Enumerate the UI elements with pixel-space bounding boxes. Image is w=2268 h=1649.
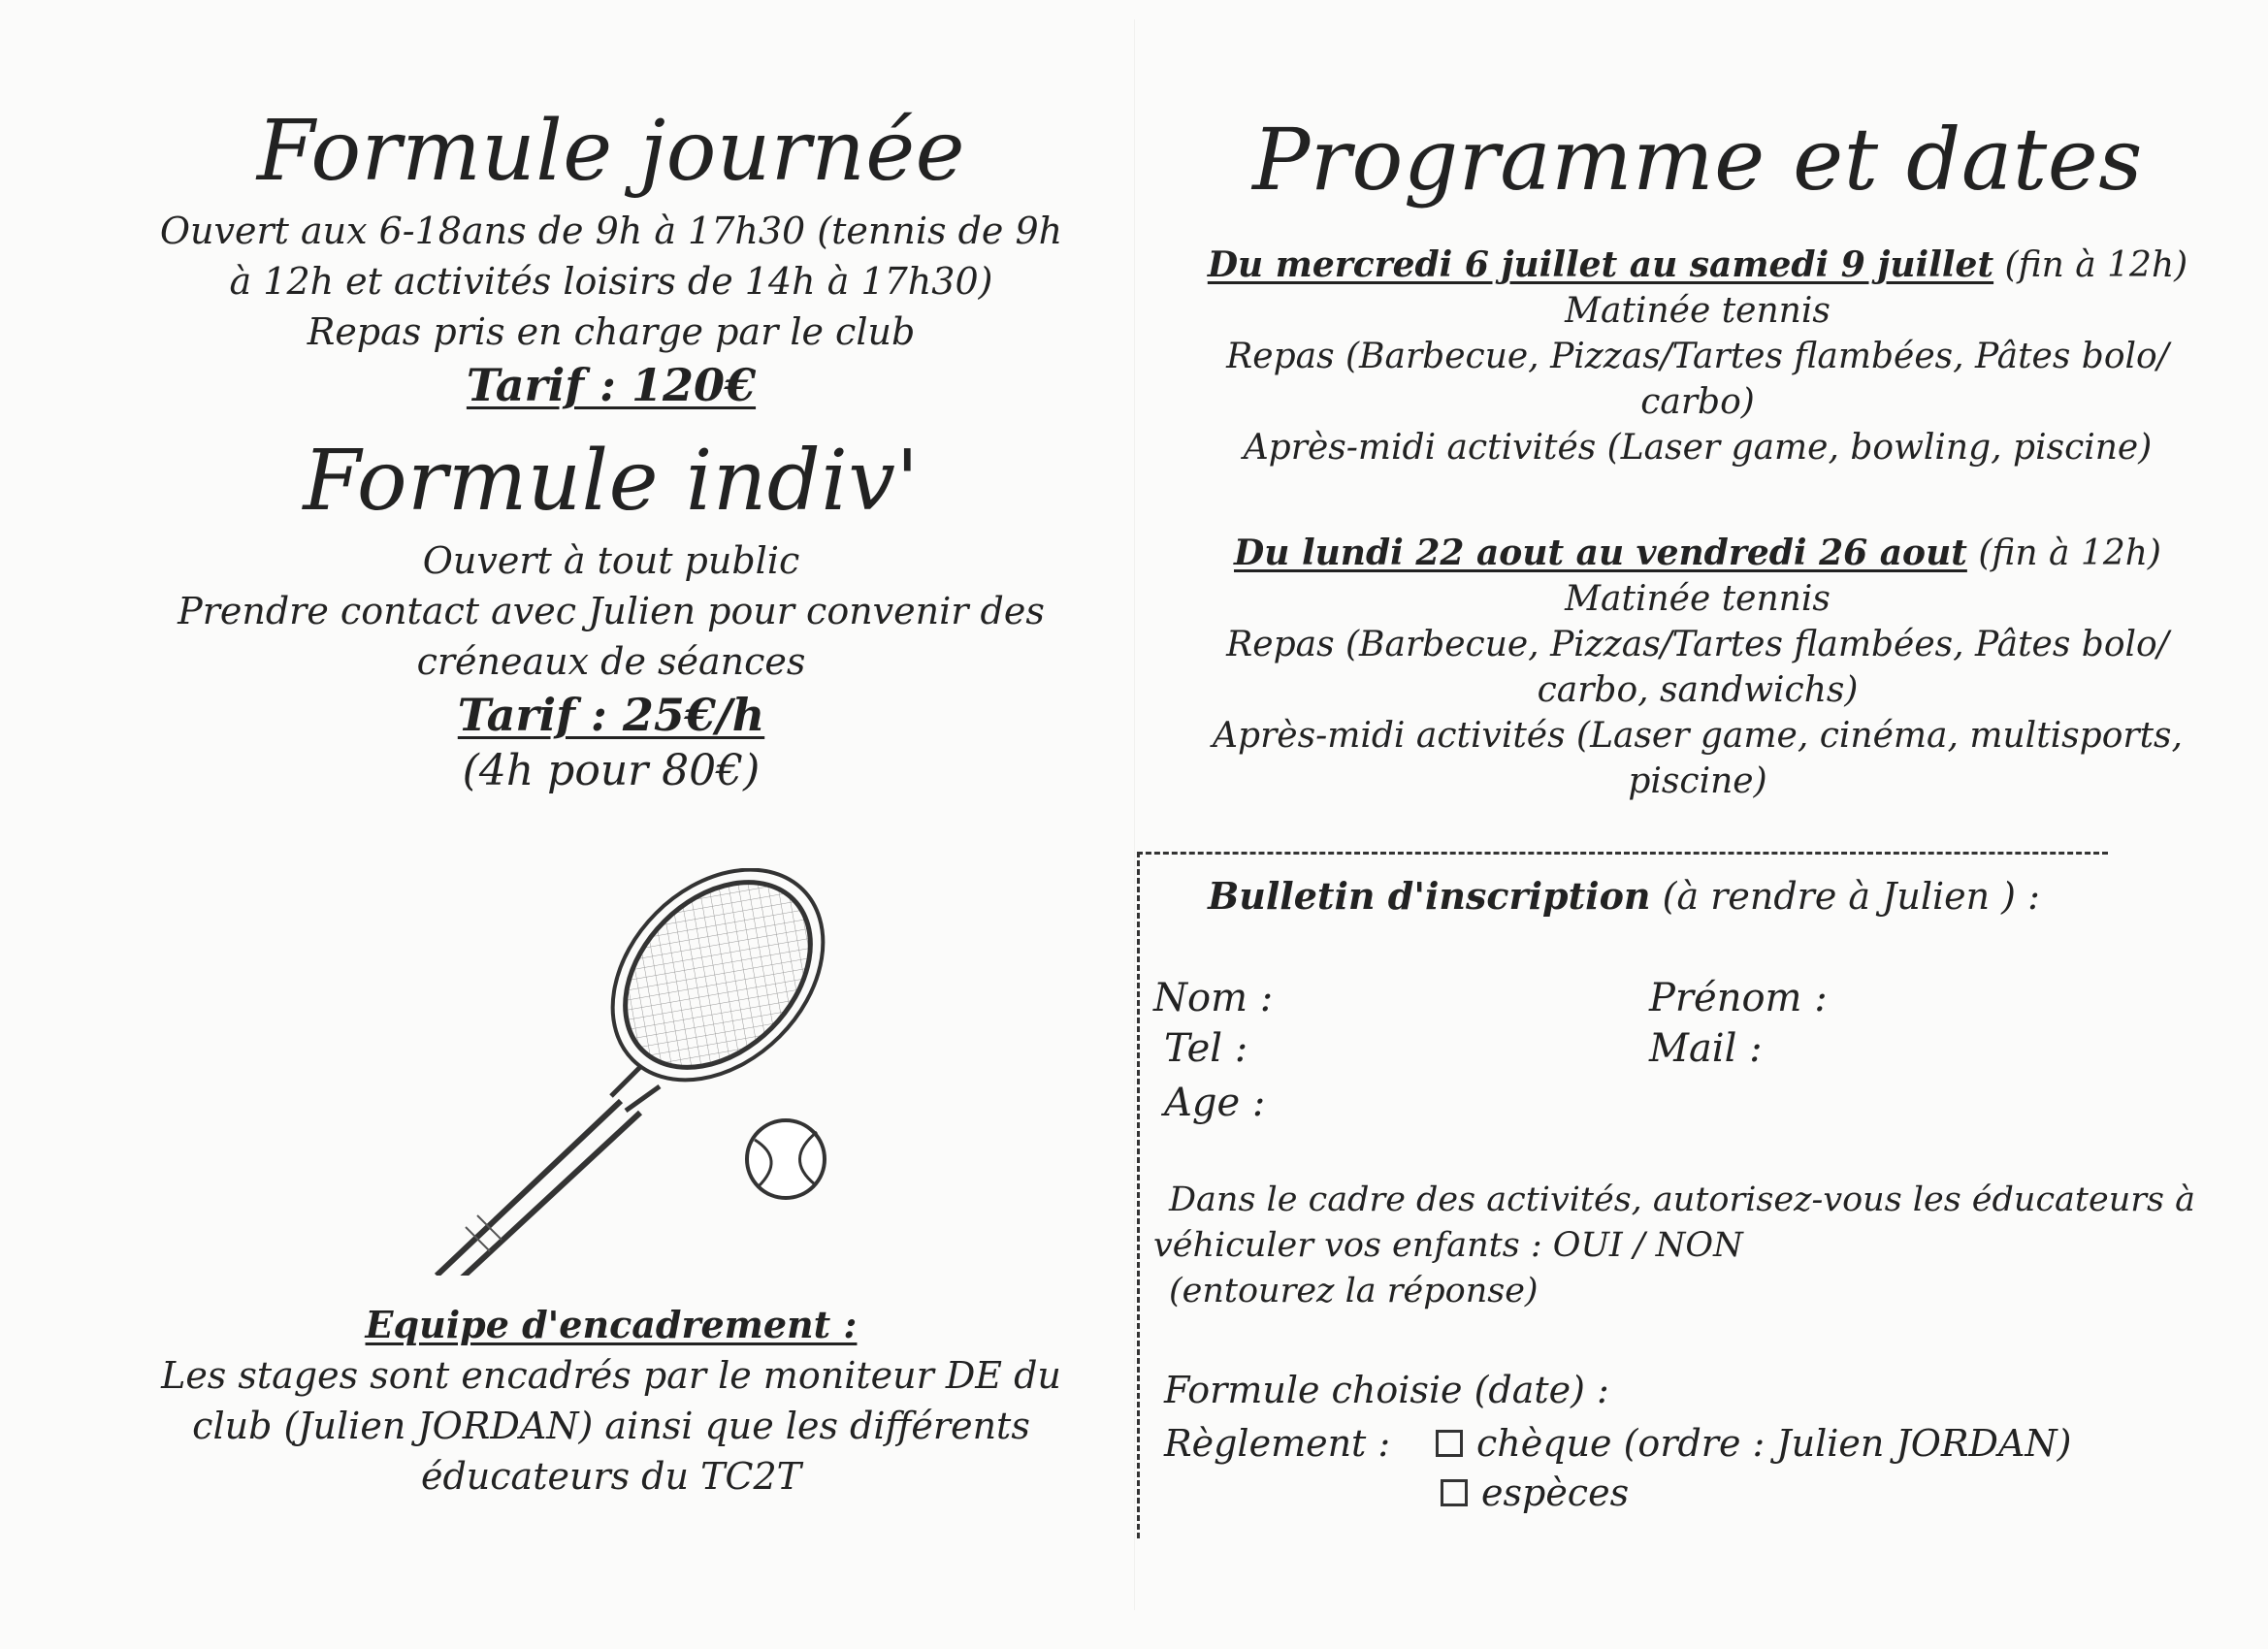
especes-label: espèces xyxy=(1481,1471,1630,1514)
session1-line-2: Repas (Barbecue, Pizzas/Tartes flambées, Pâtes bolo/ xyxy=(1226,337,2169,376)
indiv-line-3: créneaux de séances xyxy=(416,640,806,683)
mail-field-label[interactable]: Mail : xyxy=(1649,1026,1763,1071)
session2-dates: Du lundi 22 aout au vendredi 26 aout xyxy=(1234,533,1967,573)
journee-line-3: Repas pris en charge par le club xyxy=(307,310,916,353)
session1-line-4: Après-midi activités (Laser game, bowling, piscine) xyxy=(1243,428,2153,468)
session2-line-3: carbo, sandwichs) xyxy=(1537,670,1859,710)
vehicule-line-2[interactable]: véhiculer vos enfants : OUI / NON xyxy=(1153,1226,1743,1265)
equipe-title: Equipe d'encadrement : xyxy=(365,1303,858,1346)
session1-header xyxy=(1145,242,2251,288)
vehicule-line-1: Dans le cadre des activités, autorisez-vous les éducateurs à xyxy=(1169,1180,2195,1219)
form-title xyxy=(1140,874,2108,918)
session2-line-5: piscine) xyxy=(1628,761,1767,801)
nom-field-label[interactable]: Nom : xyxy=(1153,976,1274,1020)
equipe-line-3: éducateurs du TC2T xyxy=(420,1455,802,1498)
prenom-field-label[interactable]: Prénom : xyxy=(1649,976,1828,1020)
cheque-label: chèque (ordre : Julien JORDAN) xyxy=(1476,1422,2072,1465)
formule-journee-title: Formule journée xyxy=(256,103,966,200)
indiv-line-2: Prendre contact avec Julien pour convenir des xyxy=(178,590,1045,632)
session2-header xyxy=(1145,531,2251,576)
tennis-racket-illustration xyxy=(398,868,844,1276)
form-title-note: (à rendre à Julien ) : xyxy=(1662,875,2040,918)
tel-field-label[interactable]: Tel : xyxy=(1164,1026,1248,1071)
session1-note: (fin à 12h) xyxy=(2004,245,2188,285)
cheque-checkbox[interactable] xyxy=(1436,1430,1463,1457)
equipe-section xyxy=(146,1300,1077,1502)
indiv-line-1: Ouvert à tout public xyxy=(422,539,800,582)
tennis-ball-icon xyxy=(747,1120,825,1198)
formule-choisie-label[interactable]: Formule choisie (date) : xyxy=(1164,1369,1609,1411)
journee-tarif: Tarif : 120€ xyxy=(466,359,757,411)
reglement-label: Règlement : xyxy=(1164,1422,1391,1465)
journee-line-2: à 12h et activités loisirs de 14h à 17h30) xyxy=(229,260,993,303)
session2-line-1: Matinée tennis xyxy=(1565,579,1831,619)
fold-line xyxy=(1134,19,1135,1610)
session1-line-1: Matinée tennis xyxy=(1565,291,1831,331)
session1-line-3: carbo) xyxy=(1640,382,1755,422)
option-especes[interactable] xyxy=(1441,1471,1629,1514)
session2-line-2: Repas (Barbecue, Pizzas/Tartes flambées, Pâtes bolo/ xyxy=(1226,625,2169,664)
form-title-main: Bulletin d'inscription xyxy=(1208,874,1651,918)
especes-checkbox[interactable] xyxy=(1441,1479,1468,1506)
vehicule-line-3: (entourez la réponse) xyxy=(1169,1272,1539,1310)
indiv-tarif-note: (4h pour 80€) xyxy=(462,746,761,795)
option-cheque[interactable] xyxy=(1436,1422,2071,1465)
left-column xyxy=(146,97,1077,799)
formule-indiv-title: Formule indiv' xyxy=(303,433,920,530)
session2-note: (fin à 12h) xyxy=(1978,534,2161,573)
age-field-label[interactable]: Age : xyxy=(1164,1081,1266,1125)
right-column xyxy=(1145,78,2251,804)
equipe-line-2: club (Julien JORDAN) ainsi que les différents xyxy=(192,1405,1030,1447)
programme-title: Programme et dates xyxy=(1252,110,2143,210)
registration-form xyxy=(1137,852,2195,1538)
equipe-line-1: Les stages sont encadrés par le moniteur DE du xyxy=(161,1354,1061,1397)
journee-line-1: Ouvert aux 6-18ans de 9h à 17h30 (tennis de 9h xyxy=(159,210,1063,252)
session2-line-4: Après-midi activités (Laser game, cinéma, multisports, xyxy=(1213,716,2183,756)
indiv-tarif: Tarif : 25€/h xyxy=(457,689,765,741)
session1-dates: Du mercredi 6 juillet au samedi 9 juillet xyxy=(1207,244,1994,285)
racket-icon xyxy=(437,868,844,1276)
